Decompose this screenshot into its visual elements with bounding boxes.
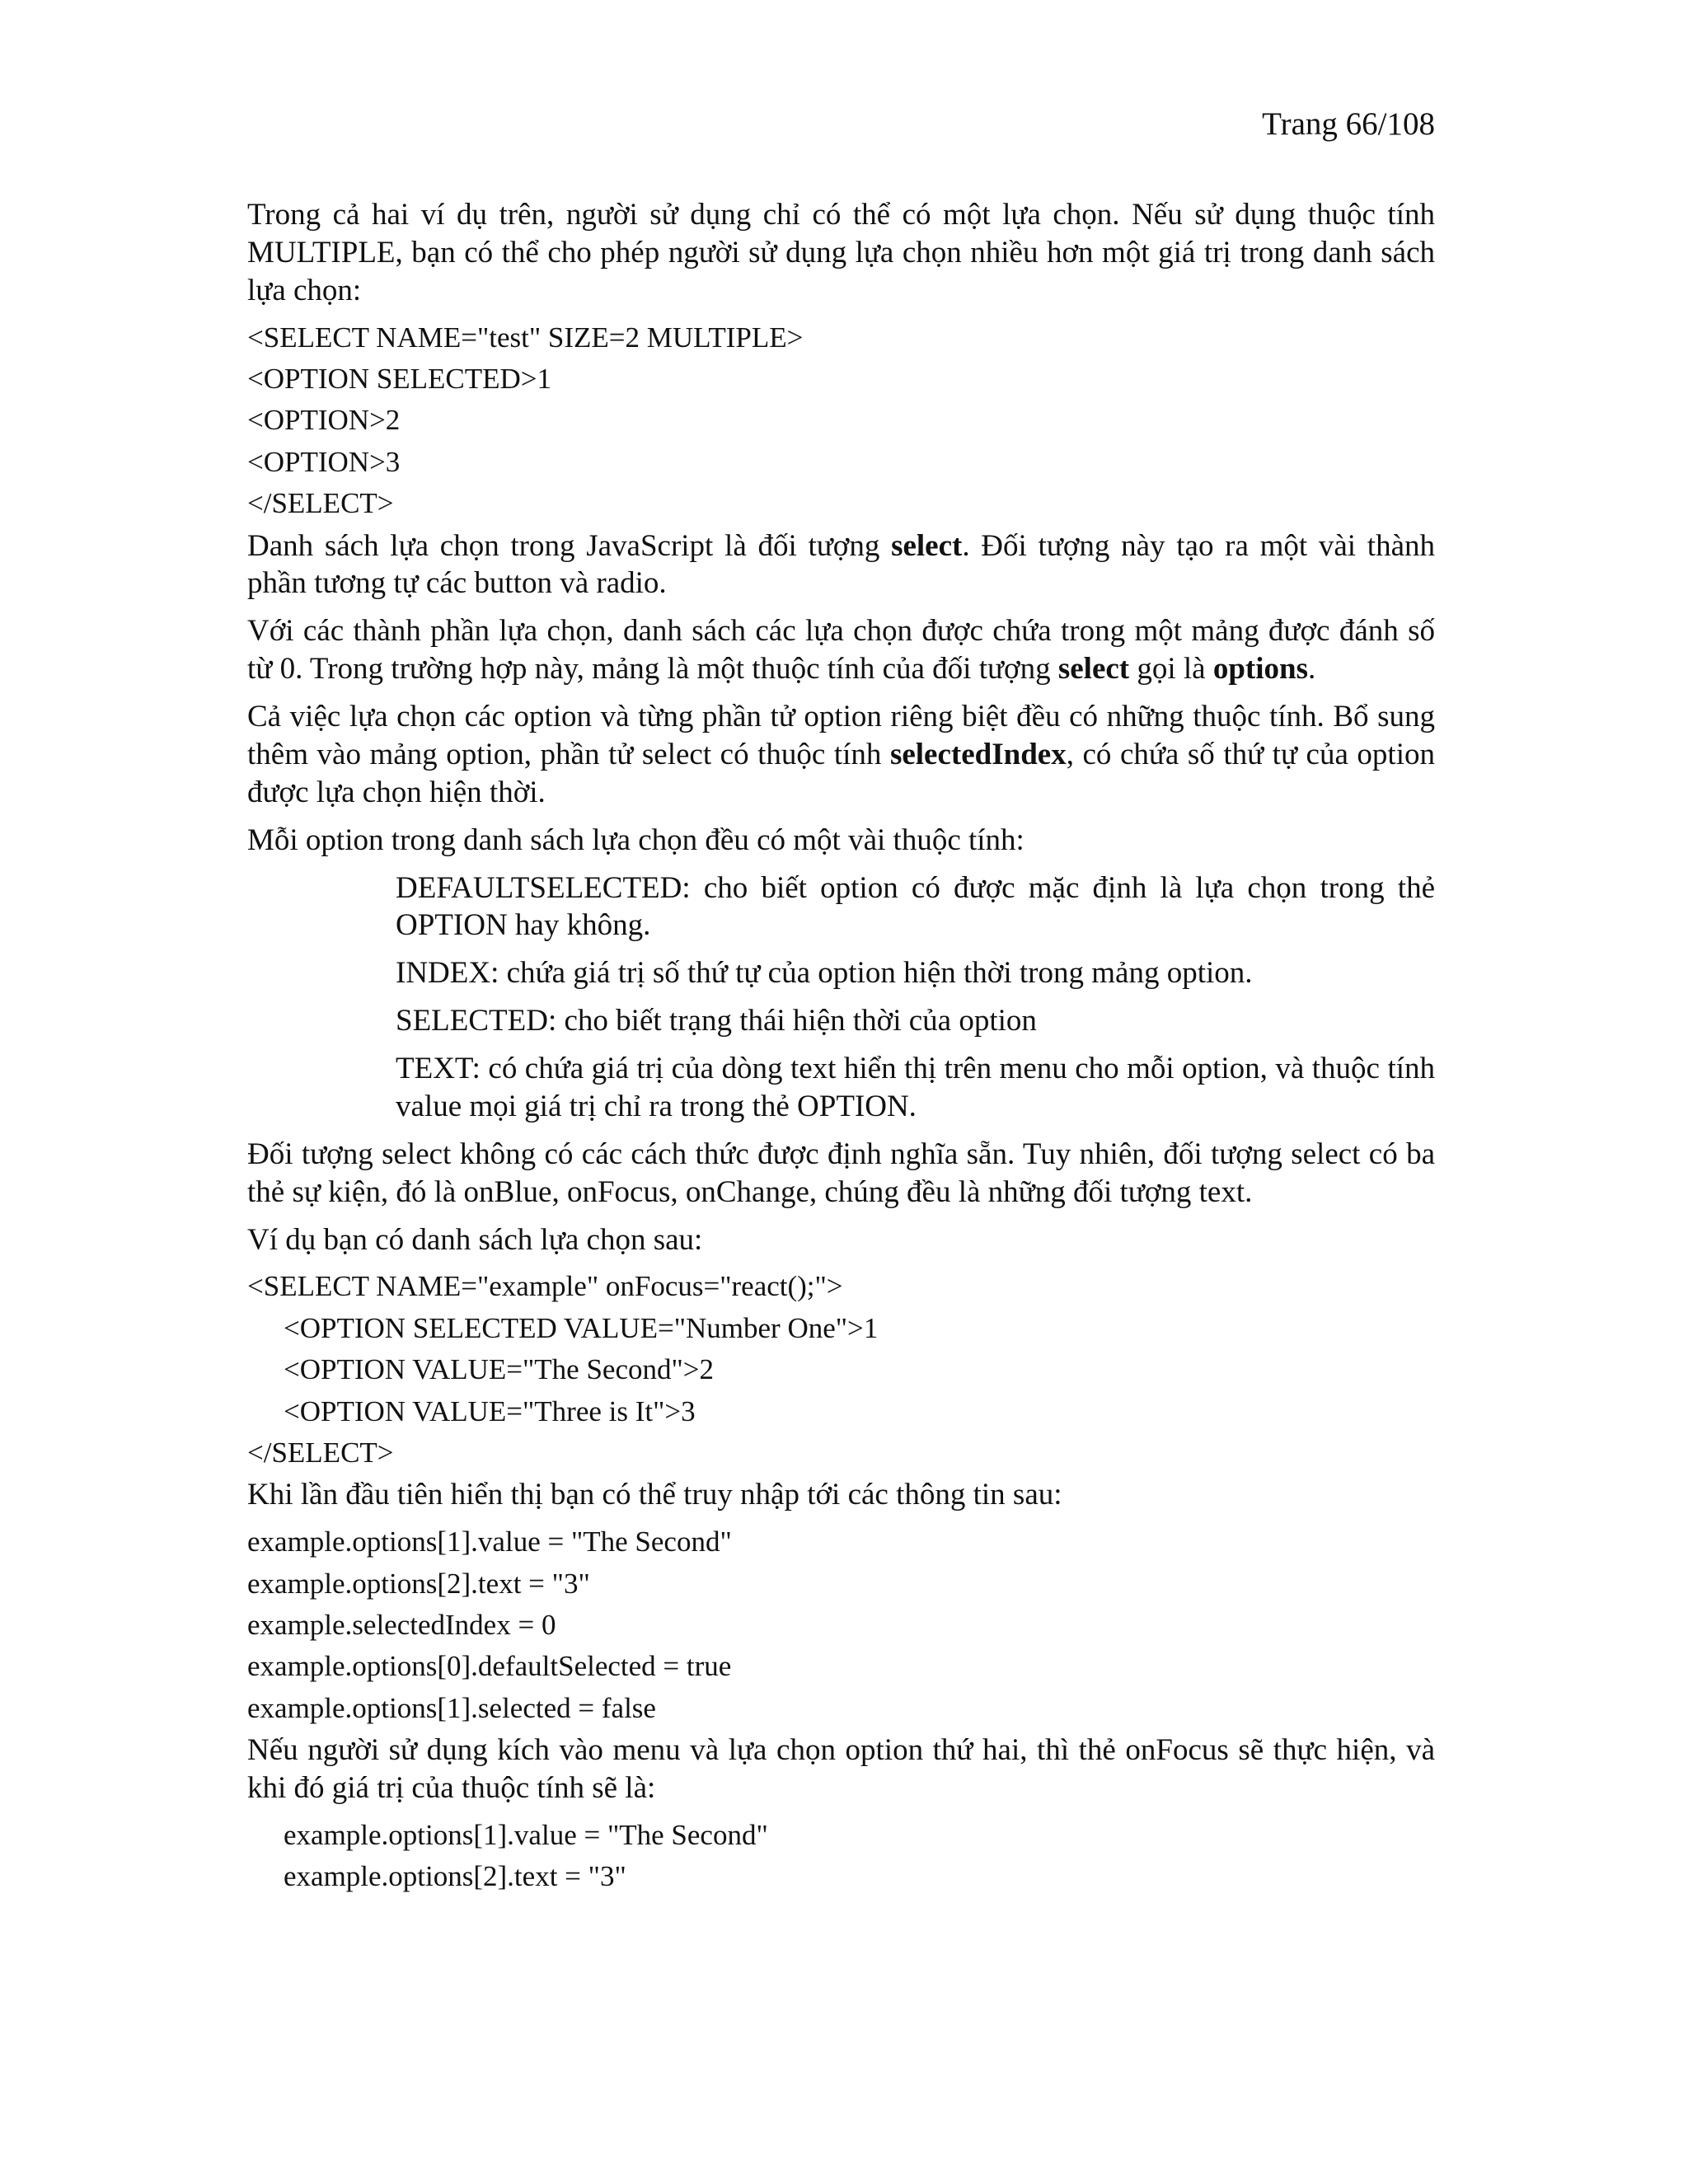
code-block-after-values	[247, 1817, 1435, 1895]
code-line: example.options[2].text = "3"	[247, 1567, 590, 1600]
property-item-index: INDEX: chứa giá trị số thứ tự của option hiện thời trong mảng option.	[396, 956, 1253, 991]
code-line: <OPTION>3	[247, 445, 401, 478]
paragraph-selected-index	[247, 698, 1435, 812]
code-line: <OPTION VALUE="Three is It">3	[284, 1394, 696, 1427]
bold-term-select: select	[1057, 652, 1130, 687]
code-line: </SELECT>	[247, 1436, 394, 1469]
code-block-initial-values	[247, 1524, 1435, 1726]
text-run: Cả việc lựa chọn các option và từng phần tử option riêng biệt đều có những thuộc tính. Bổ sung thêm vào mảng option, phần tử select có thuộc tính	[247, 700, 1435, 771]
property-item-selected: SELECTED: cho biết trạng thái hiện thời của option	[396, 1004, 1037, 1038]
paragraph-option-properties-intro: Mỗi option trong danh sách lựa chọn đều có một vài thuộc tính:	[247, 823, 1025, 857]
code-line: <OPTION VALUE="The Second">2	[284, 1353, 715, 1386]
code-line: example.options[1].value = "The Second"	[284, 1818, 768, 1851]
code-block-example-select	[247, 1268, 1435, 1470]
bold-term-select: select	[891, 528, 963, 563]
text-run: .	[1308, 652, 1316, 687]
paragraph-select-object	[247, 527, 1435, 603]
text-run: , có chứa số thứ tự của option được lựa chọn hiện thời.	[247, 737, 1435, 809]
code-line: example.options[1].value = "The Second"	[247, 1526, 732, 1558]
code-line: example.options[2].text = "3"	[284, 1860, 626, 1893]
paragraph-after-selection: Nếu người sử dụng kích vào menu và lựa chọn option thứ hai, thì thẻ onFocus sẽ thực hiện, và khi đó giá trị của thuộc tính sẽ là:	[247, 1733, 1435, 1806]
bold-term-selected-index: selectedIndex	[889, 737, 1067, 771]
page-number: Trang 66/108	[1262, 106, 1435, 142]
text-run: gọi là	[1129, 652, 1213, 687]
bold-term-options: options	[1212, 652, 1309, 687]
code-line: </SELECT>	[247, 487, 394, 520]
code-line: <OPTION>2	[247, 404, 401, 437]
code-line: <OPTION SELECTED VALUE="Number One">1	[284, 1311, 879, 1344]
paragraph-select-events: Đối tượng select không có các cách thức được định nghĩa sẵn. Tuy nhiên, đối tượng select có ba thẻ sự kiện, đó là onBlue, onFocus, onChange, chúng đều là những đối tượng text.	[247, 1137, 1435, 1209]
paragraph-intro: Trong cả hai ví dụ trên, người sử dụng chỉ có thể có một lựa chọn. Nếu sử dụng thuộc tính MULTIPLE, bạn có thể cho phép người sử dụng lựa chọn nhiều hơn một giá trị trong danh sách lựa chọn:	[247, 198, 1435, 307]
code-line: example.selectedIndex = 0	[247, 1609, 556, 1642]
code-block-multiple-select	[247, 320, 1435, 522]
code-line: <SELECT NAME="test" SIZE=2 MULTIPLE>	[247, 321, 804, 354]
text-run: . Đối tượng này tạo ra một vài thành phần tương tự các button và radio.	[247, 528, 1436, 601]
page-content	[247, 196, 1435, 1900]
code-line: example.options[0].defaultSelected = true	[247, 1650, 732, 1683]
paragraph-first-display: Khi lần đầu tiên hiển thị bạn có thể truy nhập tới các thông tin sau:	[247, 1478, 1062, 1512]
text-run: Danh sách lựa chọn trong JavaScript là đối tượng	[247, 528, 892, 563]
property-item-text: TEXT: có chứa giá trị của dòng text hiển thị trên menu cho mỗi option, và thuộc tính value mọi giá trị chỉ ra trong thẻ OPTION.	[396, 1052, 1435, 1123]
option-properties-list	[247, 869, 1435, 1126]
code-line: <SELECT NAME="example" onFocus="react();">	[247, 1270, 843, 1303]
paragraph-example-intro: Ví dụ bạn có danh sách lựa chọn sau:	[247, 1222, 703, 1257]
text-run: Với các thành phần lựa chọn, danh sách các lựa chọn được chứa trong một mảng được đánh số từ 0. Trong trường hợp này, mảng là một thuộc tính của đối tượng	[247, 614, 1435, 687]
paragraph-options-array	[247, 612, 1435, 688]
code-line: example.options[1].selected = false	[247, 1691, 656, 1724]
code-line: <OPTION SELECTED>1	[247, 363, 552, 396]
property-item-defaultselected: DEFAULTSELECTED: cho biết option có được mặc định là lựa chọn trong thẻ OPTION hay không.	[396, 870, 1435, 943]
